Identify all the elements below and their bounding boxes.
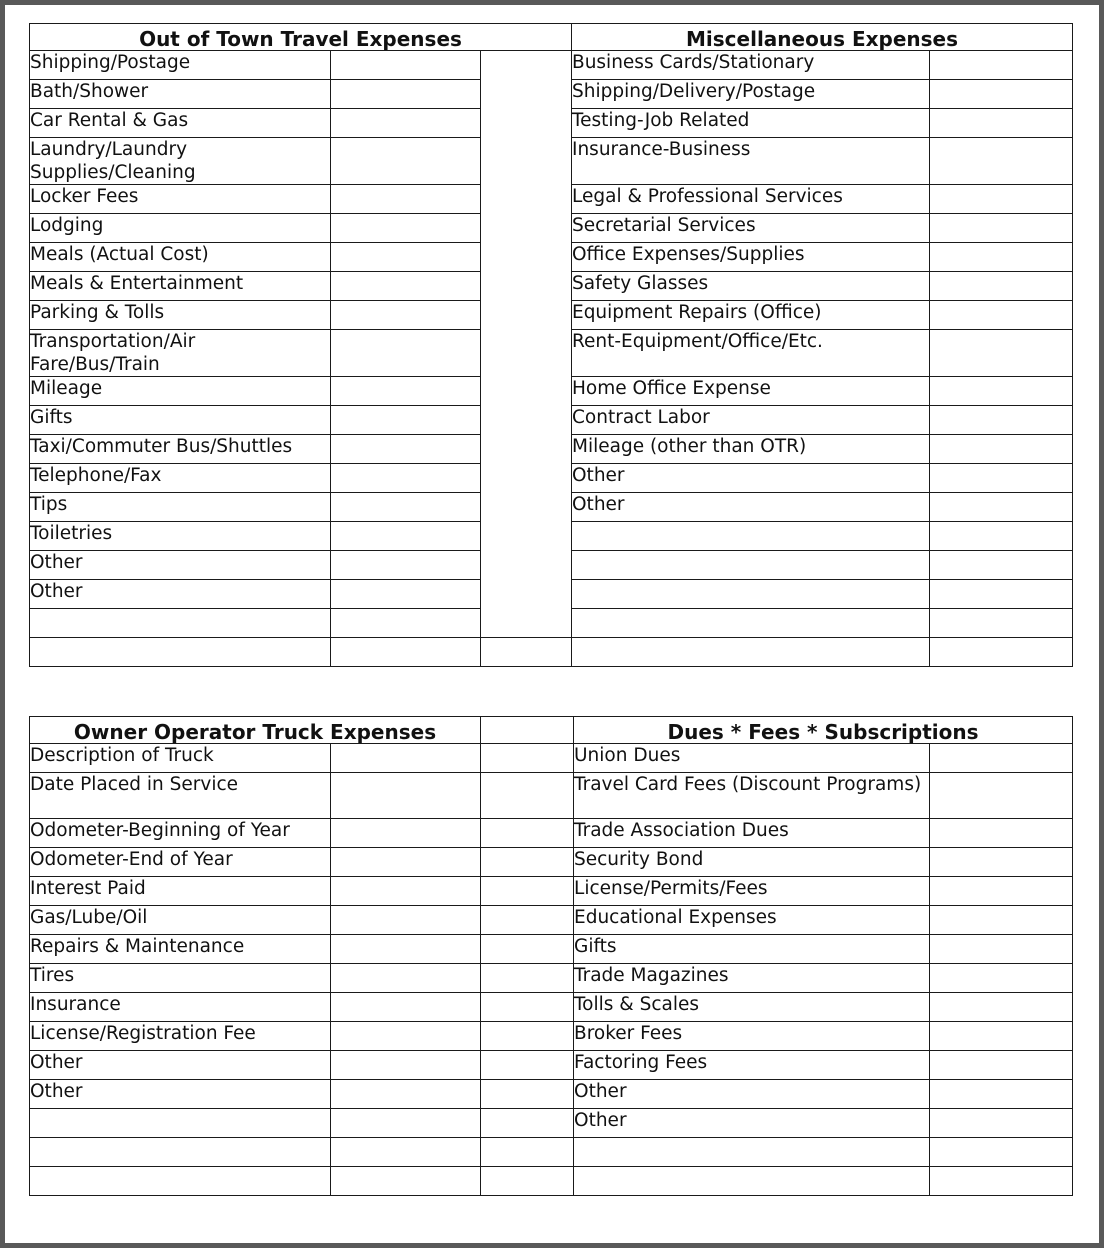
misc-amount-cell[interactable] [930, 551, 1073, 580]
truck-extra-cell[interactable] [481, 744, 574, 773]
dues-item-label: Trade Magazines [574, 964, 930, 993]
truck-amount-cell[interactable] [331, 1109, 481, 1138]
table-row [30, 1167, 1073, 1196]
truck-extra-cell[interactable] [481, 848, 574, 877]
misc-amount-cell[interactable] [930, 638, 1073, 667]
travel-item-label: Laundry/Laundry Supplies/Cleaning [30, 138, 331, 185]
travel-item-label: Other [30, 580, 331, 609]
misc-item-label: Equipment Repairs (Office) [572, 301, 930, 330]
table-row [30, 935, 1073, 964]
truck-amount-cell[interactable] [331, 993, 481, 1022]
misc-amount-cell[interactable] [930, 51, 1073, 80]
table-row [30, 580, 1073, 609]
misc-item-label: Shipping/Delivery/Postage [572, 80, 930, 109]
dues-item-label: Security Bond [574, 848, 930, 877]
travel-item-label: Taxi/Commuter Bus/Shuttles [30, 435, 331, 464]
table-row [30, 493, 1073, 522]
truck-extra-cell[interactable] [481, 819, 574, 848]
travel-amount-cell[interactable] [331, 609, 481, 638]
truck-extra-cell[interactable] [481, 1051, 574, 1080]
truck-extra-cell[interactable] [481, 964, 574, 993]
travel-amount-cell[interactable] [331, 377, 481, 406]
table-row [30, 138, 1073, 185]
dues-amount-cell[interactable] [930, 877, 1073, 906]
table-row [30, 406, 1073, 435]
dues-amount-cell[interactable] [930, 848, 1073, 877]
truck-item-label: Other [30, 1051, 331, 1080]
travel-item-label: Bath/Shower [30, 80, 331, 109]
table-row [30, 773, 1073, 819]
dues-amount-cell[interactable] [930, 964, 1073, 993]
misc-amount-cell[interactable] [930, 243, 1073, 272]
table-row [30, 301, 1073, 330]
header-blank-cell [481, 717, 574, 744]
travel-item-label: Mileage [30, 377, 331, 406]
table-row [30, 877, 1073, 906]
table-row [30, 819, 1073, 848]
misc-item-label: Mileage (other than OTR) [572, 435, 930, 464]
truck-amount-cell[interactable] [331, 906, 481, 935]
truck-item-label: Interest Paid [30, 877, 331, 906]
table-row [30, 1109, 1073, 1138]
table-row [30, 330, 1073, 377]
misc-item-label: Testing-Job Related [572, 109, 930, 138]
dues-amount-cell[interactable] [930, 1022, 1073, 1051]
column-gap [481, 301, 572, 330]
truck-amount-cell[interactable] [331, 935, 481, 964]
table-row [30, 1022, 1073, 1051]
dues-amount-cell[interactable] [930, 1138, 1073, 1167]
misc-amount-cell[interactable] [930, 493, 1073, 522]
owner-operator-header: Owner Operator Truck Expenses [30, 717, 481, 744]
dues-item-label: Factoring Fees [574, 1051, 930, 1080]
misc-amount-cell[interactable] [930, 80, 1073, 109]
truck-amount-cell[interactable] [331, 1051, 481, 1080]
misc-item-label [572, 609, 930, 638]
dues-amount-cell[interactable] [930, 935, 1073, 964]
table-row [30, 185, 1073, 214]
travel-amount-cell[interactable] [331, 80, 481, 109]
truck-extra-cell[interactable] [481, 1109, 574, 1138]
table-row [30, 1080, 1073, 1109]
truck-dues-expenses-table [29, 716, 1073, 1196]
truck-item-label: Tires [30, 964, 331, 993]
dues-item-label: Travel Card Fees (Discount Programs) [574, 773, 930, 819]
misc-amount-cell[interactable] [930, 109, 1073, 138]
column-gap [481, 51, 572, 80]
column-gap [481, 377, 572, 406]
truck-amount-cell[interactable] [331, 819, 481, 848]
dues-amount-cell[interactable] [930, 1051, 1073, 1080]
misc-item-label: Office Expenses/Supplies [572, 243, 930, 272]
misc-amount-cell[interactable] [930, 138, 1073, 185]
column-gap [481, 580, 572, 609]
travel-amount-cell[interactable] [331, 330, 481, 377]
dues-amount-cell[interactable] [930, 906, 1073, 935]
misc-amount-cell[interactable] [930, 214, 1073, 243]
truck-item-label: Gas/Lube/Oil [30, 906, 331, 935]
dues-item-label: Educational Expenses [574, 906, 930, 935]
travel-amount-cell[interactable] [331, 638, 481, 667]
travel-item-label: Lodging [30, 214, 331, 243]
misc-item-label: Business Cards/Stationary [572, 51, 930, 80]
misc-amount-cell[interactable] [930, 522, 1073, 551]
dues-item-label: Tolls & Scales [574, 993, 930, 1022]
column-gap [481, 80, 572, 109]
misc-amount-cell[interactable] [930, 330, 1073, 377]
dues-amount-cell[interactable] [930, 744, 1073, 773]
dues-fees-header: Dues * Fees * Subscriptions [574, 717, 1073, 744]
travel-item-label: Meals & Entertainment [30, 272, 331, 301]
misc-amount-cell[interactable] [930, 406, 1073, 435]
misc-amount-cell[interactable] [930, 580, 1073, 609]
travel-item-label: Locker Fees [30, 185, 331, 214]
misc-item-label: Safety Glasses [572, 272, 930, 301]
truck-item-label: Odometer-Beginning of Year [30, 819, 331, 848]
dues-amount-cell[interactable] [930, 819, 1073, 848]
column-gap [481, 638, 572, 667]
table-row [30, 993, 1073, 1022]
travel-misc-expenses-table [29, 23, 1073, 667]
travel-amount-cell[interactable] [331, 301, 481, 330]
truck-amount-cell[interactable] [331, 1167, 481, 1196]
travel-item-label: Transportation/Air Fare/Bus/Train [30, 330, 331, 377]
column-gap [481, 551, 572, 580]
column-gap [481, 272, 572, 301]
truck-item-label: Date Placed in Service [30, 773, 331, 819]
travel-item-label: Parking & Tolls [30, 301, 331, 330]
table-row [30, 1138, 1073, 1167]
travel-amount-cell[interactable] [331, 493, 481, 522]
dues-item-label [574, 1138, 930, 1167]
misc-amount-cell[interactable] [930, 464, 1073, 493]
misc-amount-cell[interactable] [930, 609, 1073, 638]
travel-item-label: Toiletries [30, 522, 331, 551]
dues-item-label: Broker Fees [574, 1022, 930, 1051]
table-row [30, 609, 1073, 638]
travel-amount-cell[interactable] [331, 214, 481, 243]
column-gap [481, 243, 572, 272]
table-row [30, 214, 1073, 243]
column-gap [481, 406, 572, 435]
table-row [30, 964, 1073, 993]
column-gap [481, 522, 572, 551]
misc-expenses-header: Miscellaneous Expenses [572, 24, 1073, 51]
travel-amount-cell[interactable] [331, 243, 481, 272]
truck-item-label [30, 1167, 331, 1196]
truck-item-label: Repairs & Maintenance [30, 935, 331, 964]
column-gap [481, 330, 572, 377]
travel-amount-cell[interactable] [331, 109, 481, 138]
table-row [30, 848, 1073, 877]
truck-item-label [30, 1109, 331, 1138]
out-of-town-header: Out of Town Travel Expenses [30, 24, 572, 51]
truck-extra-cell[interactable] [481, 1138, 574, 1167]
truck-extra-cell[interactable] [481, 935, 574, 964]
table-row [30, 522, 1073, 551]
travel-amount-cell[interactable] [331, 464, 481, 493]
misc-item-label [572, 551, 930, 580]
dues-amount-cell[interactable] [930, 993, 1073, 1022]
misc-item-label: Other [572, 493, 930, 522]
table-row [30, 744, 1073, 773]
dues-item-label: Trade Association Dues [574, 819, 930, 848]
travel-item-label [30, 638, 331, 667]
truck-amount-cell[interactable] [331, 1022, 481, 1051]
truck-item-label: Description of Truck [30, 744, 331, 773]
truck-amount-cell[interactable] [331, 877, 481, 906]
dues-item-label: Union Dues [574, 744, 930, 773]
misc-item-label: Insurance-Business [572, 138, 930, 185]
table-row [30, 243, 1073, 272]
travel-amount-cell[interactable] [331, 522, 481, 551]
misc-item-label: Legal & Professional Services [572, 185, 930, 214]
truck-extra-cell[interactable] [481, 1022, 574, 1051]
table-row [30, 109, 1073, 138]
misc-item-label: Rent-Equipment/Office/Etc. [572, 330, 930, 377]
dues-item-label [574, 1167, 930, 1196]
truck-item-label: Odometer-End of Year [30, 848, 331, 877]
truck-amount-cell[interactable] [331, 1080, 481, 1109]
travel-amount-cell[interactable] [331, 580, 481, 609]
dues-amount-cell[interactable] [930, 773, 1073, 819]
column-gap [481, 214, 572, 243]
misc-item-label: Contract Labor [572, 406, 930, 435]
column-gap [481, 493, 572, 522]
truck-extra-cell[interactable] [481, 1080, 574, 1109]
travel-item-label: Tips [30, 493, 331, 522]
dues-amount-cell[interactable] [930, 1080, 1073, 1109]
misc-amount-cell[interactable] [930, 435, 1073, 464]
travel-item-label: Shipping/Postage [30, 51, 331, 80]
dues-item-label: Gifts [574, 935, 930, 964]
column-gap [481, 109, 572, 138]
dues-amount-cell[interactable] [930, 1109, 1073, 1138]
misc-amount-cell[interactable] [930, 301, 1073, 330]
truck-extra-cell[interactable] [481, 906, 574, 935]
travel-item-label: Gifts [30, 406, 331, 435]
truck-item-label: Other [30, 1080, 331, 1109]
travel-item-label: Telephone/Fax [30, 464, 331, 493]
travel-item-label: Meals (Actual Cost) [30, 243, 331, 272]
travel-amount-cell[interactable] [331, 435, 481, 464]
misc-item-label: Secretarial Services [572, 214, 930, 243]
truck-amount-cell[interactable] [331, 744, 481, 773]
table-row [30, 906, 1073, 935]
travel-amount-cell[interactable] [331, 406, 481, 435]
truck-item-label: Insurance [30, 993, 331, 1022]
travel-item-label: Car Rental & Gas [30, 109, 331, 138]
column-gap [481, 609, 572, 638]
misc-item-label [572, 638, 930, 667]
misc-amount-cell[interactable] [930, 272, 1073, 301]
column-gap [481, 435, 572, 464]
travel-amount-cell[interactable] [331, 185, 481, 214]
dues-item-label: License/Permits/Fees [574, 877, 930, 906]
dues-item-label: Other [574, 1109, 930, 1138]
travel-amount-cell[interactable] [331, 138, 481, 185]
travel-amount-cell[interactable] [331, 551, 481, 580]
truck-extra-cell[interactable] [481, 1167, 574, 1196]
column-gap [481, 138, 572, 185]
dues-item-label: Other [574, 1080, 930, 1109]
truck-item-label: License/Registration Fee [30, 1022, 331, 1051]
table-row [30, 80, 1073, 109]
table-row [30, 638, 1073, 667]
truck-extra-cell[interactable] [481, 993, 574, 1022]
misc-item-label: Home Office Expense [572, 377, 930, 406]
table-row [30, 377, 1073, 406]
dues-amount-cell[interactable] [930, 1167, 1073, 1196]
table-row [30, 435, 1073, 464]
misc-amount-cell[interactable] [930, 185, 1073, 214]
travel-amount-cell[interactable] [331, 272, 481, 301]
truck-extra-cell[interactable] [481, 877, 574, 906]
truck-amount-cell[interactable] [331, 1138, 481, 1167]
table-row [30, 1051, 1073, 1080]
misc-item-label [572, 580, 930, 609]
misc-amount-cell[interactable] [930, 377, 1073, 406]
misc-item-label [572, 522, 930, 551]
truck-amount-cell[interactable] [331, 964, 481, 993]
misc-item-label: Other [572, 464, 930, 493]
table-row [30, 551, 1073, 580]
travel-amount-cell[interactable] [331, 51, 481, 80]
truck-item-label [30, 1138, 331, 1167]
truck-extra-cell[interactable] [481, 773, 574, 819]
table-row [30, 272, 1073, 301]
table-row [30, 464, 1073, 493]
travel-item-label [30, 609, 331, 638]
column-gap [481, 464, 572, 493]
column-gap [481, 185, 572, 214]
travel-item-label: Other [30, 551, 331, 580]
table-row [30, 51, 1073, 80]
truck-amount-cell[interactable] [331, 773, 481, 819]
truck-amount-cell[interactable] [331, 848, 481, 877]
